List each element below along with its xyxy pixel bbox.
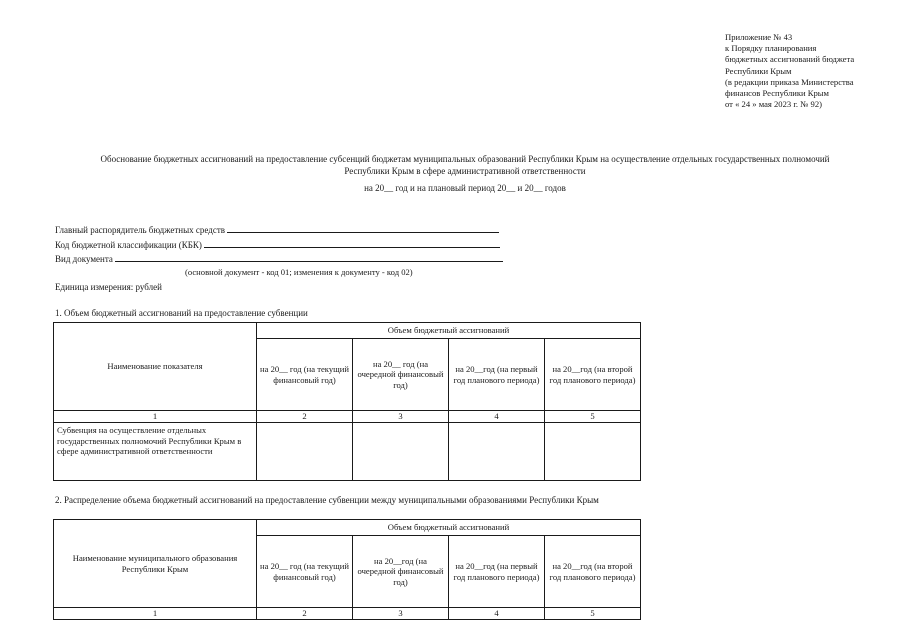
value-cell	[545, 423, 641, 481]
row-label: Субвенция на осуществление отдельных государственных полномочий Республики Крым в сфере административной ответственности	[54, 423, 257, 481]
col-header: на 20__год (на второй год планового периода)	[545, 536, 641, 608]
col-number: 5	[545, 608, 641, 620]
col-header: на 20__год (на второй год планового периода)	[545, 339, 641, 411]
group-header: Объем бюджетный ассигнований	[257, 323, 641, 339]
col-number: 1	[54, 608, 257, 620]
header-fields	[55, 223, 503, 267]
appendix-line: бюджетных ассигнований бюджета	[725, 54, 855, 65]
col-number: 3	[353, 411, 449, 423]
section1-table	[53, 322, 641, 481]
appendix-line: Республики Крым	[725, 65, 792, 76]
main-manager-row	[55, 223, 503, 238]
col-number: 2	[257, 411, 353, 423]
col-number: 4	[449, 411, 545, 423]
appendix-line: (в редакции приказа Министерства	[725, 76, 854, 87]
doc-type-blank	[115, 252, 503, 262]
title-line-1: Обоснование бюджетных ассигнований на предоставление субсенций бюджетам муниципальных образований Республики Крым на осуществление отдельных государственных полномочий	[100, 154, 830, 164]
section1-heading: 1. Объем бюджетный ассигнований на предоставление субвенции	[55, 308, 308, 318]
appendix-line: от « 24 » мая 2023 г. № 92)	[725, 99, 823, 110]
name-header: Наименование муниципального образования Республики Крым	[54, 520, 257, 608]
col-number: 1	[54, 411, 257, 423]
value-cell	[353, 423, 449, 481]
kbk-label: Код бюджетной классификации (КБК)	[55, 239, 202, 250]
unit-of-measure: Единица измерения: рублей	[55, 282, 162, 292]
col-header: на 20__ год (на текущий финансовый год)	[257, 339, 353, 411]
appendix-block	[725, 32, 900, 110]
main-manager-blank	[227, 223, 499, 233]
main-manager-label: Главный распорядитель бюджетных средств	[55, 225, 225, 235]
title-period: на 20__ год и на плановый период 20__ и 20__ годов	[364, 183, 566, 193]
appendix-line: Приложение № 43	[725, 32, 793, 42]
appendix-line: к Порядку планирования	[725, 43, 817, 54]
value-cell	[257, 423, 353, 481]
col-number: 2	[257, 608, 353, 620]
col-header: на 20__ год (на текущий финансовый год)	[257, 536, 353, 608]
doc-type-label: Вид документа	[55, 254, 113, 264]
doc-type-note: (основной документ - код 01; изменения к документу - код 02)	[185, 267, 413, 277]
col-header: на 20__год (на очередной финансовый год)	[353, 536, 449, 608]
col-number: 3	[353, 608, 449, 620]
section2-heading: 2. Распределение объема бюджетный ассигнований на предоставление субвенции между муниципальными образованиями Республики Крым	[55, 495, 599, 505]
col-number: 4	[449, 608, 545, 620]
col-number: 5	[545, 411, 641, 423]
appendix-line: финансов Республики Крым	[725, 88, 829, 99]
col-header: на 20__год (на первый год планового периода)	[449, 536, 545, 608]
value-cell	[449, 423, 545, 481]
kbk-row	[55, 238, 503, 253]
title-line-2: Республики Крым в сфере административной ответственности	[344, 165, 586, 176]
group-header: Объем бюджетный ассигнований	[257, 520, 641, 536]
col-header: на 20__год (на первый год планового периода)	[449, 339, 545, 411]
section2-table	[53, 519, 641, 620]
name-header: Наименование показателя	[54, 323, 257, 411]
kbk-blank	[204, 238, 500, 248]
col-header: на 20__ год (на очередной финансовый год)	[353, 339, 449, 411]
document-title	[40, 154, 890, 177]
doc-type-row	[55, 252, 503, 267]
